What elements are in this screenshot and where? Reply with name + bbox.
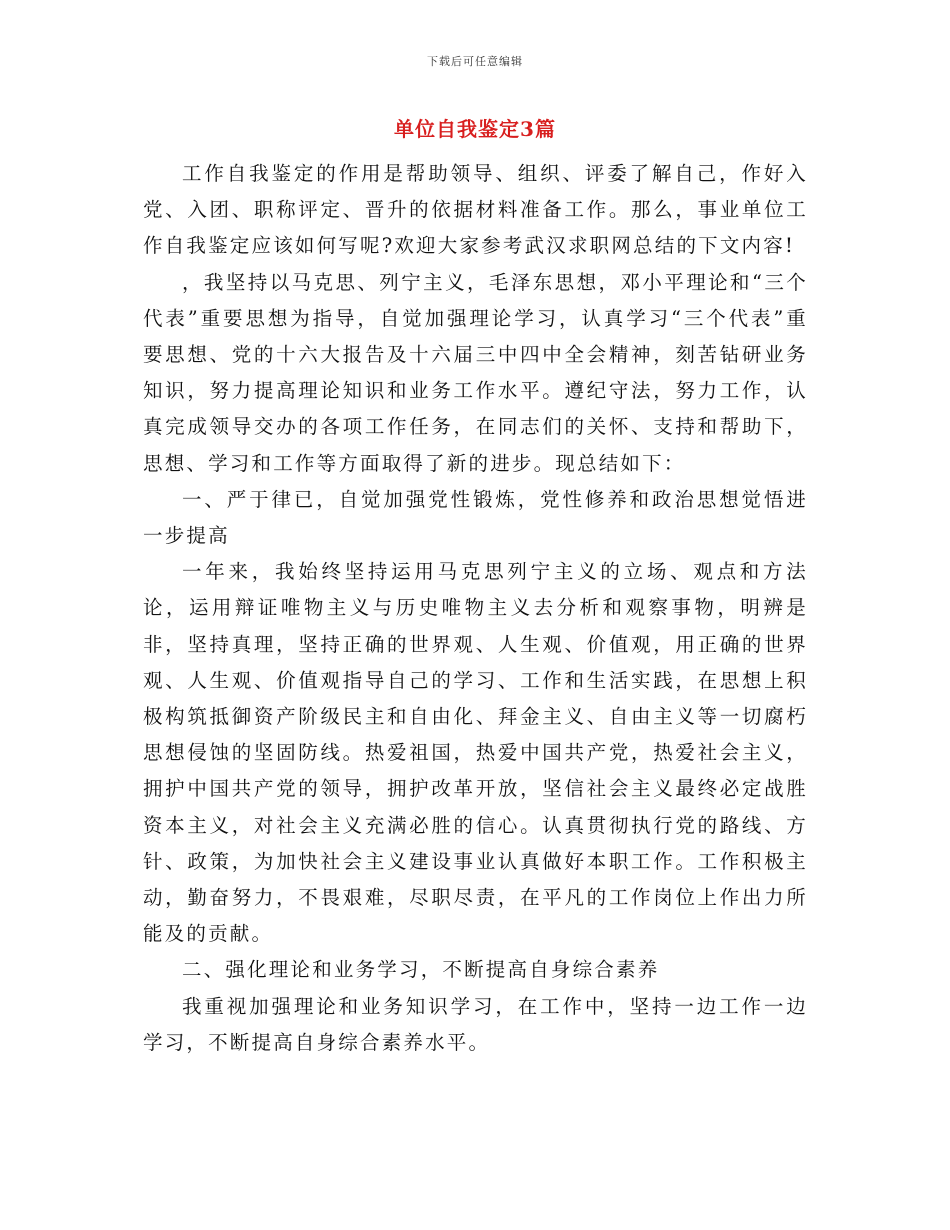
section-heading-2: 二、强化理论和业务学习，不断提高自身综合素养 (182, 958, 660, 982)
document-body (143, 156, 808, 1061)
paragraph-summary: ，我坚持以马克思、列宁主义，毛泽东思想，邓小平理论和“三个代表”重要思想为指导，自觉加强理论学习，认真学习“三个代表”重要思想、党的十六大报告及十六届三中四中全会精神，刻苦钻研业务知识，努力提高理论知识和业务工作水平。遵纪守法，努力工作，认真完成领导交办的各项工作任务，在同志们的关怀、支持和帮助下，思想、学习和工作等方面取得了新的进步。现总结如下： (143, 270, 808, 475)
paragraph-section-1: 一年来，我始终坚持运用马克思列宁主义的立场、观点和方法论，运用辩证唯物主义与历史唯物主义去分析和观察事物，明辨是非，坚持真理，坚持正确的世界观、人生观、价值观，用正确的世界观、人生观、价值观指导自己的学习、工作和生活实践，在思想上积极构筑抵御资产阶级民主和自由化、拜金主义、自由主义等一切腐朽思想侵蚀的坚固防线。热爱祖国，热爱中国共产党，热爱社会主义，拥护中国共产党的领导，拥护改革开放，坚信社会主义最终必定战胜资本主义，对社会主义充满必胜的信心。认真贯彻执行党的路线、方针、政策，为加快社会主义建设事业认真做好本职工作。工作积极主动，勤奋努力，不畏艰难，尽职尽责，在平凡的工作岗位上作出力所能及的贡献。 (143, 560, 808, 946)
paragraph-intro: 工作自我鉴定的作用是帮助领导、组织、评委了解自己，作好入党、入团、职称评定、晋升的依据材料准备工作。那么，事业单位工作自我鉴定应该如何写呢?欢迎大家参考武汉求职网总结的下文内容! (143, 162, 808, 258)
document-title: 单位自我鉴定3篇 (394, 117, 556, 141)
paragraph-section-2: 我重视加强理论和业务知识学习，在工作中，坚持一边工作一边学习，不断提高自身综合素养水平。 (143, 994, 808, 1054)
header-note: 下载后可任意编辑 (427, 55, 523, 68)
section-heading-1: 一、严于律已，自觉加强党性锻炼，党性修养和政治思想觉悟进一步提高 (143, 487, 808, 548)
